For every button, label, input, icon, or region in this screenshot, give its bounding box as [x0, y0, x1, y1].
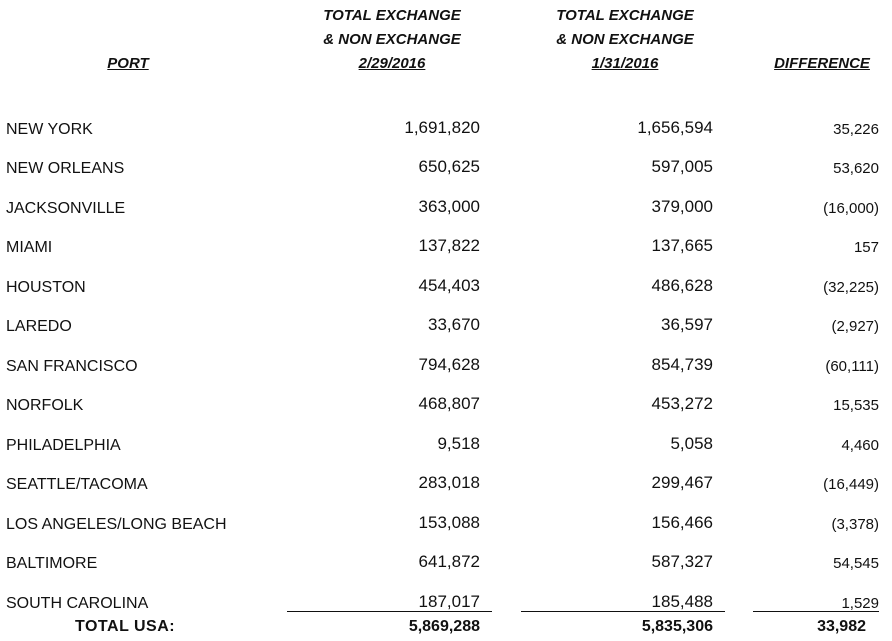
jan-value: 597,005 [651, 157, 713, 176]
table-row [0, 469, 892, 497]
feb-header-date: 2/29/2016 [358, 55, 426, 72]
difference-column-header [752, 52, 892, 76]
port-header-label: PORT [107, 55, 149, 72]
total-label: TOTAL USA: [75, 618, 176, 635]
table-row [0, 114, 892, 142]
difference-total-rule [753, 611, 879, 612]
jan-header-line1: TOTAL EXCHANGE [556, 7, 694, 24]
jan-column-header [525, 4, 725, 76]
port-name: MIAMI [6, 239, 53, 256]
total-feb-value: 5,869,288 [408, 618, 480, 635]
difference-value: (3,378) [831, 516, 879, 533]
total-difference-value: 33,982 [817, 618, 866, 635]
difference-value: (32,225) [823, 279, 879, 296]
table-row [0, 351, 892, 379]
table-row [0, 509, 892, 537]
table-row [0, 548, 892, 576]
jan-value: 156,466 [651, 513, 713, 532]
feb-value: 9,518 [437, 434, 480, 453]
feb-value: 641,872 [418, 552, 480, 571]
jan-value: 185,488 [651, 592, 713, 611]
port-name: BALTIMORE [6, 555, 98, 572]
jan-value: 854,739 [651, 355, 713, 374]
feb-value: 137,822 [418, 236, 480, 255]
port-name: NEW ORLEANS [6, 160, 125, 177]
port-name: NEW YORK [6, 121, 93, 138]
feb-value: 283,018 [418, 473, 480, 492]
port-name: SOUTH CAROLINA [6, 595, 149, 612]
jan-header-date: 1/31/2016 [591, 55, 659, 72]
jan-value: 587,327 [651, 552, 713, 571]
table-row [0, 153, 892, 181]
jan-value: 137,665 [651, 236, 713, 255]
table-row [0, 430, 892, 458]
jan-value: 379,000 [651, 197, 713, 216]
port-name: HOUSTON [6, 279, 86, 296]
table-row [0, 232, 892, 260]
feb-value: 33,670 [428, 315, 480, 334]
feb-value: 468,807 [418, 394, 480, 413]
difference-value: (60,111) [825, 358, 879, 375]
difference-value: 53,620 [833, 160, 879, 177]
feb-header-line1: TOTAL EXCHANGE [323, 7, 461, 24]
jan-value: 1,656,594 [637, 118, 713, 137]
port-name: JACKSONVILLE [6, 200, 126, 217]
port-name: SEATTLE/TACOMA [6, 476, 148, 493]
table-row [0, 193, 892, 221]
jan-value: 299,467 [651, 473, 713, 492]
difference-value: 35,226 [833, 121, 879, 138]
feb-column-header [292, 4, 492, 76]
difference-value: 1,529 [841, 595, 879, 612]
feb-value: 650,625 [418, 157, 480, 176]
jan-value: 453,272 [651, 394, 713, 413]
table-row [0, 272, 892, 300]
table-row [0, 390, 892, 418]
port-name: LOS ANGELES/LONG BEACH [6, 516, 227, 533]
feb-value: 187,017 [418, 592, 480, 611]
total-jan-value: 5,835,306 [641, 618, 713, 635]
port-name: SAN FRANCISCO [6, 358, 138, 375]
jan-value: 36,597 [661, 315, 713, 334]
feb-value: 363,000 [418, 197, 480, 216]
difference-value: 4,460 [841, 437, 879, 454]
feb-header-line2: & NON EXCHANGE [323, 31, 461, 48]
difference-value: 157 [853, 239, 879, 256]
difference-value: 54,545 [833, 555, 879, 572]
jan-value: 5,058 [670, 434, 713, 453]
port-name: LAREDO [6, 318, 72, 335]
feb-value: 454,403 [418, 276, 480, 295]
port-name: PHILADELPHIA [6, 437, 121, 454]
difference-value: (16,449) [823, 476, 879, 493]
difference-header-label: DIFFERENCE [774, 55, 870, 72]
feb-value: 1,691,820 [404, 118, 480, 137]
jan-value: 486,628 [651, 276, 713, 295]
difference-value: (2,927) [831, 318, 879, 335]
jan-total-rule [521, 611, 725, 612]
table-row [0, 311, 892, 339]
feb-total-rule [287, 611, 492, 612]
feb-value: 153,088 [418, 513, 480, 532]
difference-value: (16,000) [823, 200, 879, 217]
port-name: NORFOLK [6, 397, 84, 414]
jan-header-line2: & NON EXCHANGE [556, 31, 694, 48]
difference-value: 15,535 [833, 397, 879, 414]
port-column-header [98, 52, 158, 76]
feb-value: 794,628 [418, 355, 480, 374]
